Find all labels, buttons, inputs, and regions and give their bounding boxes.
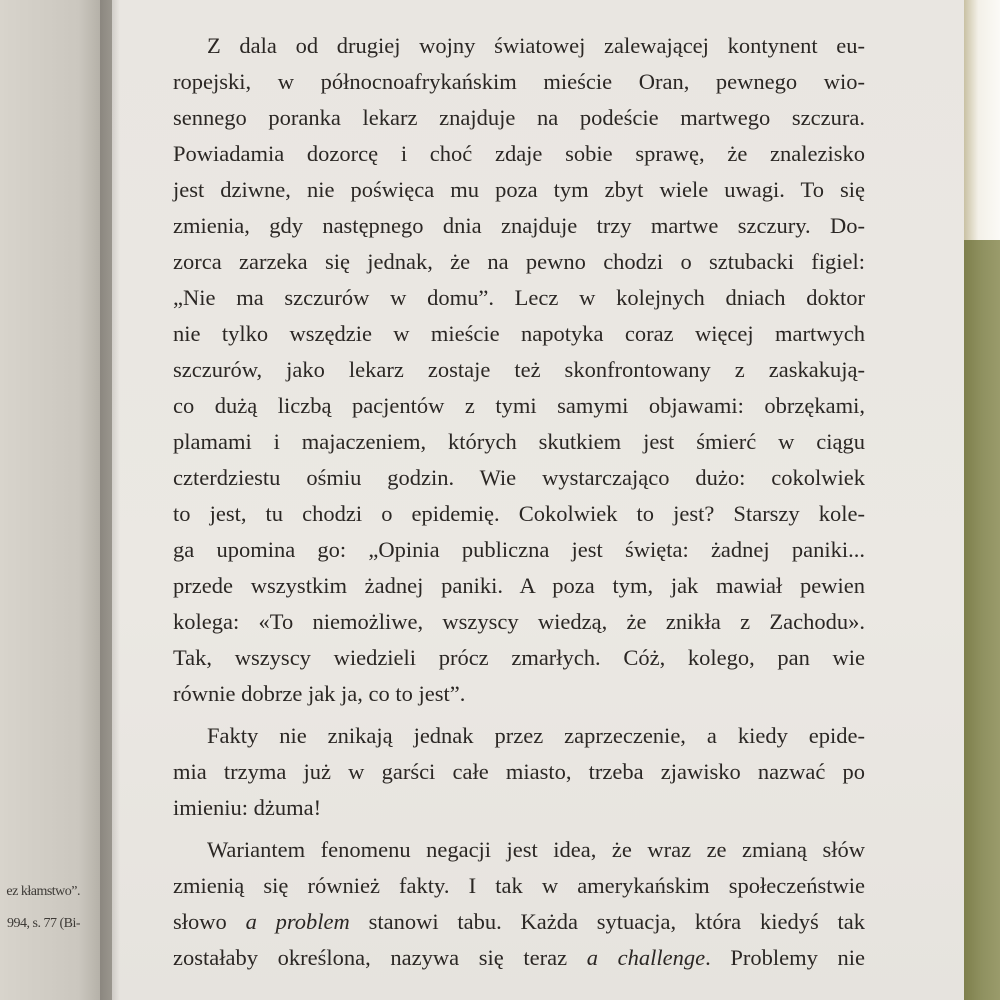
text-line: sennego poranka lekarz znajduje na podeście martwego szczura. (173, 105, 865, 130)
text-line: jest dziwne, nie poświęca mu poza tym zbyt wiele uwagi. To się (173, 177, 865, 202)
book-gutter (100, 0, 120, 1000)
text-line: czterdziestu ośmiu godzin. Wie wystarczająco dużo: cokolwiek (173, 465, 865, 490)
left-page (0, 0, 112, 1000)
text-line: plamami i majaczeniem, których skutkiem jest śmierć w ciągu (173, 429, 865, 454)
text-line: zmienią się również fakty. I tak w amerykańskim społeczeństwie (173, 873, 865, 898)
text-line: przede wszystkim żadnej paniki. A poza tym, jak mawiał pewien (173, 573, 865, 598)
text-line (173, 940, 865, 976)
text-line: mia trzyma już w garści całe miasto, trzeba zjawisko nazwać po (173, 759, 865, 784)
text-segment: stanowi tabu. Każda sytuacja, która kiedyś tak (349, 909, 865, 934)
paragraph-2 (173, 718, 865, 826)
text-line: Z dala od drugiej wojny światowej zalewającej kontynent eu- (207, 33, 865, 58)
text-line: Fakty nie znikają jednak przez zaprzeczenie, a kiedy epide- (207, 723, 865, 748)
italic-term: a challenge (586, 945, 706, 970)
text-line: ga upomina go: „Opinia publiczna jest święta: żadnej paniki... (173, 537, 865, 562)
text-line: Wariantem fenomenu negacji jest idea, że wraz ze zmianą słów (207, 837, 865, 862)
text-line: Powiadamia dozorcę i choć zdaje sobie sprawę, że znalezisko (173, 141, 865, 166)
text-segment: słowo (173, 909, 246, 934)
text-line: kolega: «To niemożliwe, wszyscy wiedzą, że znikła z Zachodu». (173, 609, 865, 634)
text-line: imieniu: dżuma! (173, 795, 322, 820)
text-line: zorca zarzeka się jednak, że na pewno chodzi o sztubacki figiel: (173, 249, 865, 274)
text-line: ropejski, w północnoafrykańskim mieście Oran, pewnego wio- (173, 69, 865, 94)
page-edge-top (964, 0, 1000, 240)
text-line: nie tylko wszędzie w mieście napotyka coraz więcej martwych (173, 321, 865, 346)
text-segment: zostałaby określona, nazywa się teraz (173, 945, 587, 970)
text-line: Tak, wszyscy wiedzieli prócz zmarłych. Cóż, kolego, pan wie (173, 645, 865, 670)
text-line: co dużą liczbą pacjentów z tymi samymi objawami: obrzękami, (173, 393, 865, 418)
text-line: szczurów, jako lekarz zostaje też skonfrontowany z zaskakują- (173, 357, 865, 382)
text-segment: . Problemy nie (705, 945, 865, 970)
text-line: to jest, tu chodzi o epidemię. Cokolwiek to jest? Starszy kole- (173, 501, 865, 526)
footnote-line: ez kłamstwo”. (6, 884, 80, 899)
paragraph-3 (173, 832, 865, 976)
paragraph-1 (173, 28, 865, 712)
footnote-line: 994, s. 77 (Bi- (7, 916, 80, 931)
body-text (173, 28, 865, 976)
text-line: równie dobrze jak ja, co to jest”. (173, 681, 466, 706)
italic-term: a problem (245, 909, 350, 934)
text-line (173, 904, 865, 940)
book-cover-edge (964, 240, 1000, 1000)
text-line: „Nie ma szczurów w domu”. Lecz w kolejnych dniach doktor (173, 285, 865, 310)
left-page-footnote (0, 876, 80, 940)
text-line: zmienia, gdy następnego dnia znajduje trzy martwe szczury. Do- (173, 213, 865, 238)
